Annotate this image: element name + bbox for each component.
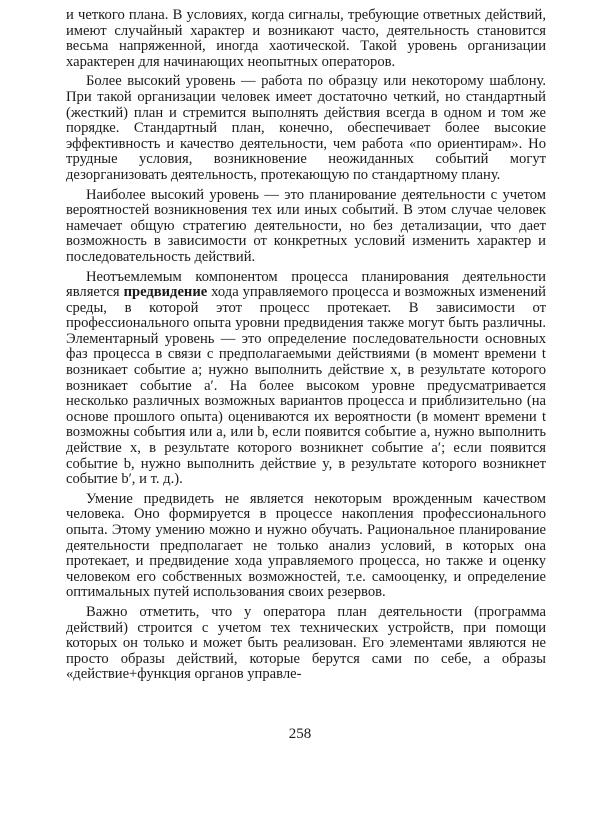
paragraph-3: Наиболее высокий уровень — это планирование деятельности с учетом вероятностей возникновения тех или иных событий. В этом случае человек намечает общую стратегию деятельности, но без детализации, что дает возможность в зависимости от конкретных условий изменить характер и последовательность действий. [66, 186, 546, 265]
paragraph-4 [66, 270, 546, 488]
paragraph-5: Умение предвидеть не является некоторым врожденным качеством человека. Оно формируется в процессе накопления профессионального опыта. Этому умению можно и нужно обучать. Рациональное планирование деятельности предполагает не только анализ условий, в которых она протекает, и предвидение хода управляемого процесса, но также и оценку человеком его собственных возможностей, т.е. самооценку, и определение оптимальных путей использования своих резервов. [66, 490, 546, 601]
term-predvidenie: предвидение [123, 284, 208, 301]
paragraph-4-lead: Неотъемлемым компонентом процесса планирования деятельности является [66, 268, 546, 301]
page-number: 258 [288, 726, 312, 742]
paragraph-2: Более высокий уровень — работа по образцу или некоторому шаблону. При такой организации человек имеет достаточно четкий, но стандартный (жесткий) план и стремится выполнять действия всегда в одном и том же порядке. Стандартный план, конечно, обеспечивает более высокие эффективность и качество деятельности, чем работа «по ориентирам». Но трудные условия, возникновение неожиданных событий могут дезорганизовать деятельность, протекающую по стандартному плану. [66, 73, 546, 183]
paragraph-4-rest: хода управляемого процесса и возможных изменений среды, в которой этот процесс протекает. В зависимости от профессионального опыта уровни предвидения также могут быть различны. Элементарный уровень — это определение последовательности основных фаз процесса в связи с предполагаемыми действиями (в момент времени t возникает событие a; нужно выполнить действие x, в результате которого возникает событие a′. На более высоком уровне предусматривается несколько различных возможных вариантов процесса и приблизительно (на основе прошлого опыта) оцениваются их вероятности (в момент времени t возможны события или a, или b, если появится событие a, нужно выполнить действие x, в результате которого возникнет событие a′; если появится событие b, нужно выполнить действие y, в результате которого возникнет событие b′, и т. д.). [66, 284, 546, 488]
paragraph-1: и четкого плана. В условиях, когда сигналы, требующие ответных действий, имеют случайный характер и возникают часто, деятельность становится весьма напряженной, иногда хаотической. Такой уровень организации характерен для начинающих неопытных операторов. [66, 7, 546, 70]
paragraph-6: Важно отметить, что у оператора план деятельности (программа действий) строится с учетом тех технических устройств, при помощи которых он только и может быть реализован. Его элементами являются не просто образы действий, которые берутся сами по себе, а образы «действие+функция органов управле- [66, 603, 546, 683]
page-body [66, 8, 546, 687]
